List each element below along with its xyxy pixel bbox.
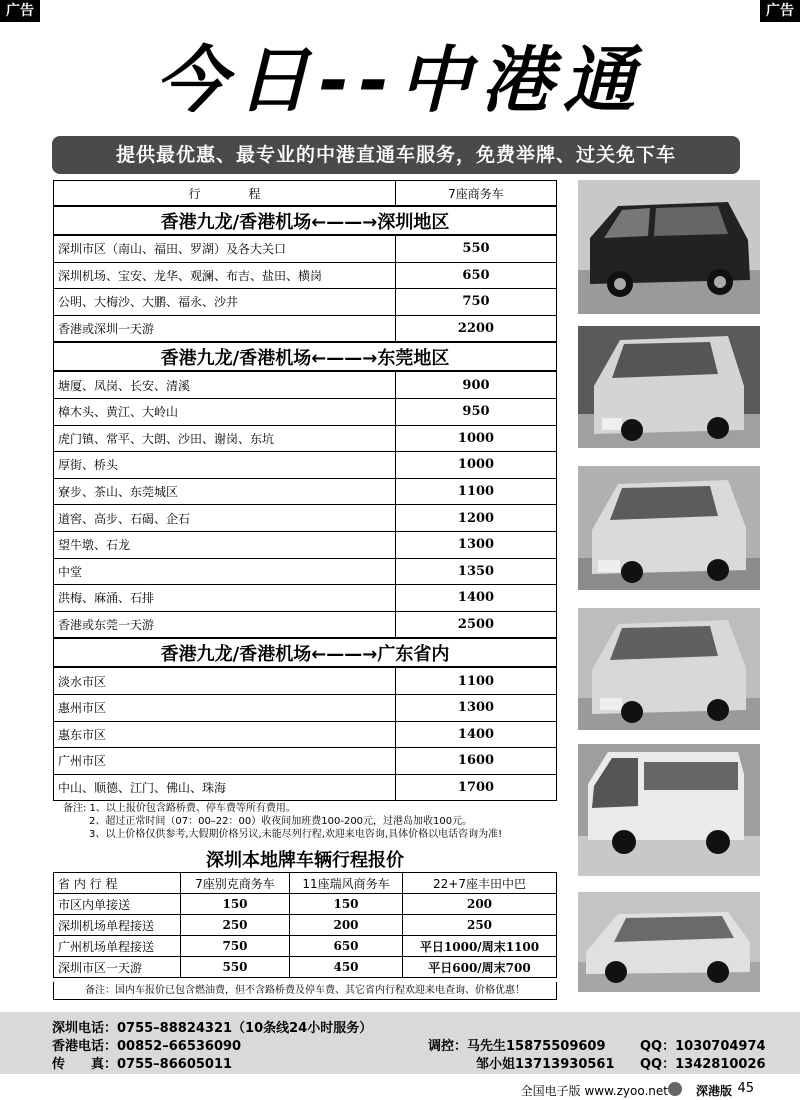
page-title: 今日--中港通 <box>155 38 645 122</box>
table-row <box>54 425 557 452</box>
route-cell: 惠州市区 <box>54 694 396 721</box>
price-cell: 1400 <box>396 585 557 612</box>
price-cell: 750 <box>396 289 557 316</box>
header-cell: 7座别克商务车 <box>181 873 290 894</box>
notes <box>53 800 557 843</box>
header-cell: 22+7座丰田中巴 <box>403 873 557 894</box>
price-cell: 150 <box>181 894 290 915</box>
route-cell: 中堂 <box>54 558 396 585</box>
qq-contact-1: QQ：1030704974 <box>640 1039 766 1054</box>
price-cell: 150 <box>290 894 403 915</box>
price-cell: 2500 <box>396 611 557 638</box>
price-cell: 550 <box>396 235 557 262</box>
price-cell: 200 <box>403 894 557 915</box>
logo-icon <box>668 1082 682 1096</box>
route-cell: 虎门镇、常平、大朗、沙田、谢岗、东坑 <box>54 425 396 452</box>
route-cell: 深圳机场、宝安、龙华、观澜、布吉、盐田、横岗 <box>54 262 396 289</box>
table-row <box>54 315 557 342</box>
table-row <box>54 289 557 316</box>
route-cell: 淡水市区 <box>54 667 396 694</box>
vehicle-photo <box>578 326 760 448</box>
table-row <box>54 936 557 957</box>
price-cell: 750 <box>181 936 290 957</box>
route-cell: 望牛墩、石龙 <box>54 531 396 558</box>
table-row <box>54 957 557 978</box>
route-cell: 惠东市区 <box>54 721 396 748</box>
price-cell: 200 <box>290 915 403 936</box>
route-cell: 深圳市区一天游 <box>54 957 181 978</box>
table-row <box>54 774 557 801</box>
section-title: 香港九龙/香港机场←——→深圳地区 <box>54 206 557 235</box>
table-row <box>54 894 557 915</box>
price-table <box>53 180 557 801</box>
price-cell: 1700 <box>396 774 557 801</box>
price-cell: 1100 <box>396 478 557 505</box>
price-cell: 1200 <box>396 505 557 532</box>
shenzhen-section-title: 深圳本地牌车辆行程报价 <box>206 850 404 871</box>
table-header-row <box>54 873 557 894</box>
vehicle-photo <box>578 608 760 730</box>
vehicle-photo <box>578 466 760 590</box>
price-cell: 1300 <box>396 531 557 558</box>
note-line: 备注: 1、以上报价包含路桥费、停车费等所有费用。 <box>63 803 296 814</box>
header-cell: 省 内 行 程 <box>54 873 181 894</box>
route-cell: 道窖、高步、石碣、企石 <box>54 505 396 532</box>
table-row <box>54 667 557 694</box>
shenzhen-price-table <box>53 872 557 978</box>
route-cell: 广州市区 <box>54 748 396 775</box>
website-link[interactable]: 全国电子版 www.zyoo.net <box>520 1084 668 1098</box>
price-cell: 650 <box>396 262 557 289</box>
section-title: 香港九龙/香港机场←——→东莞地区 <box>54 342 557 371</box>
route-cell: 中山、顺德、江门、佛山、珠海 <box>54 774 396 801</box>
vehicle-photo <box>578 180 760 314</box>
price-cell: 1600 <box>396 748 557 775</box>
price-cell: 1400 <box>396 721 557 748</box>
ad-corner-label-right: 广告 <box>760 0 800 22</box>
section-title: 香港九龙/香港机场←——→广东省内 <box>54 638 557 667</box>
table-row <box>54 748 557 775</box>
price-cell: 1350 <box>396 558 557 585</box>
route-cell: 市区内单接送 <box>54 894 181 915</box>
table-row <box>54 915 557 936</box>
price-cell: 2200 <box>396 315 557 342</box>
ad-corner-label-left: 广告 <box>0 0 40 22</box>
table-row <box>54 262 557 289</box>
route-cell: 厚街、桥头 <box>54 452 396 479</box>
vehicle-photo <box>578 892 760 992</box>
service-banner: 提供最优惠、最专业的中港直通车服务，免费举牌、过关免下车 <box>52 136 740 174</box>
table-row <box>54 398 557 425</box>
route-cell: 香港或深圳一天游 <box>54 315 396 342</box>
price-cell: 950 <box>396 398 557 425</box>
header-route: 行 程 <box>54 181 396 207</box>
price-cell: 1300 <box>396 694 557 721</box>
page-number: 45 <box>737 1081 754 1096</box>
shenzhen-note: 备注：国内车报价已包含燃油费，但不含路桥费及停车费、其它省内行程欢迎来电查询、价格优惠！ <box>53 982 557 1000</box>
table-row <box>54 371 557 398</box>
price-cell: 平日600/周末700 <box>403 957 557 978</box>
table-row <box>54 611 557 638</box>
route-cell: 洪梅、麻涌、石排 <box>54 585 396 612</box>
route-cell: 公明、大梅沙、大鹏、福永、沙井 <box>54 289 396 316</box>
route-cell: 寮步、茶山、东莞城区 <box>54 478 396 505</box>
vehicle-photo <box>578 744 760 876</box>
table-row <box>54 235 557 262</box>
table-row <box>54 505 557 532</box>
dispatch-contact-2: 邹小姐13713930561 <box>476 1057 615 1072</box>
contact-footer <box>0 1012 800 1074</box>
price-cell: 1100 <box>396 667 557 694</box>
note-line: 2、超过正常时间（07：00–22：00）收夜间加班费100-200元，过港岛加收100元。 <box>89 816 473 827</box>
header-cell: 11座瑞风商务车 <box>290 873 403 894</box>
price-cell: 650 <box>290 936 403 957</box>
route-cell: 香港或东莞一天游 <box>54 611 396 638</box>
route-cell: 深圳市区（南山、福田、罗湖）及各大关口 <box>54 235 396 262</box>
price-cell: 250 <box>403 915 557 936</box>
route-cell: 广州机场单程接送 <box>54 936 181 957</box>
edition-label: 深港版 <box>695 1084 732 1098</box>
price-cell: 1000 <box>396 452 557 479</box>
table-row <box>54 531 557 558</box>
fax-number: 传 真：0755–86605011 <box>52 1057 233 1072</box>
table-row <box>54 585 557 612</box>
table-header-row <box>54 181 557 207</box>
qq-contact-2: QQ：1342810026 <box>640 1057 766 1072</box>
price-cell: 平日1000/周末1100 <box>403 936 557 957</box>
table-row <box>54 694 557 721</box>
table-row <box>54 558 557 585</box>
route-cell: 樟木头、黄江、大岭山 <box>54 398 396 425</box>
price-cell: 450 <box>290 957 403 978</box>
dispatch-contact-1: 调控：马先生15875509609 <box>428 1039 606 1054</box>
price-cell: 1000 <box>396 425 557 452</box>
table-row <box>54 478 557 505</box>
price-cell: 900 <box>396 371 557 398</box>
route-cell: 塘厦、凤岗、长安、清溪 <box>54 371 396 398</box>
note-line: 3、以上价格仅供参考,大假期价格另议,未能尽列行程,欢迎来电咨询,具体价格以电话咨询为准! <box>89 829 503 840</box>
page-footer-bar <box>0 1080 800 1100</box>
shenzhen-phone: 深圳电话：0755–88824321（10条线24小时服务） <box>52 1021 373 1036</box>
price-cell: 250 <box>181 915 290 936</box>
header-vehicle: 7座商务车 <box>396 181 557 207</box>
hongkong-phone: 香港电话：00852–66536090 <box>52 1039 242 1054</box>
route-cell: 深圳机场单程接送 <box>54 915 181 936</box>
table-row <box>54 452 557 479</box>
price-cell: 550 <box>181 957 290 978</box>
table-row <box>54 721 557 748</box>
